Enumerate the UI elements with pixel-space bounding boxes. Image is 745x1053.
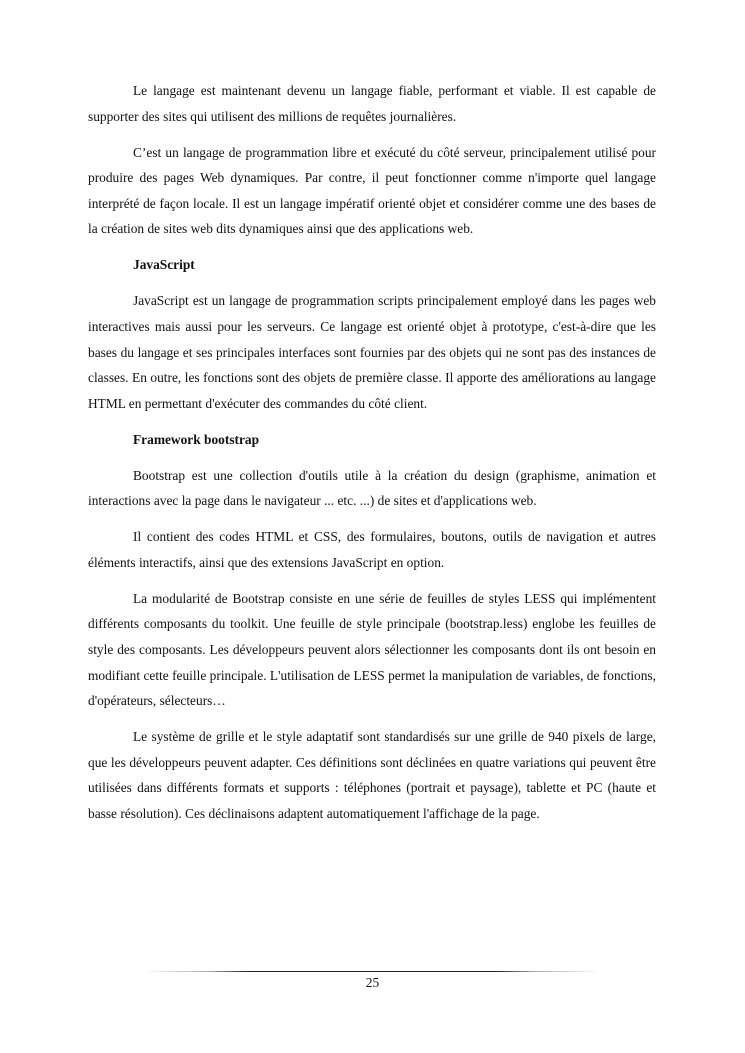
paragraph-php-reliability: Le langage est maintenant devenu un langage fiable, performant et viable. Il est capable de supporter des sites qui utilisent des millions de requêtes journalières. <box>88 83 656 124</box>
heading-framework-bootstrap: Framework bootstrap <box>133 431 260 447</box>
footer-divider <box>148 971 596 972</box>
paragraph-javascript-description: JavaScript est un langage de programmation scripts principalement employé dans les pages web interactives mais aussi pour les serveurs. Ce langage est orienté objet à prototype, c'est-à-dire que les bases du langage et ses principales interfaces sont fournies par des objets qui ne sont pas des instances de classes. En outre, les fonctions sont des objets de première classe. Il apporte des améliorations au langage HTML en permettant d'exécuter des commandes du côté client. <box>88 293 656 411</box>
page-body <box>88 78 656 837</box>
paragraph-bootstrap-intro: Bootstrap est une collection d'outils utile à la création du design (graphisme, animation et interactions avec la page dans le navigateur ... etc. ...) de sites et d'applications web. <box>88 467 656 509</box>
paragraph-bootstrap-contents: Il contient des codes HTML et CSS, des formulaires, boutons, outils de navigation et autres éléments interactifs, ainsi que des extensions JavaScript en option. <box>88 529 656 570</box>
heading-javascript: JavaScript <box>133 257 195 273</box>
paragraph-php-description: C’est un langage de programmation libre et exécuté du côté serveur, principalement utilisé pour produire des pages Web dynamiques. Par contre, il peut fonctionner comme n'importe quel langage interprété de façon locale. Il est un langage impératif orienté objet et considérer comme une des bases de la création de sites web dits dynamiques ainsi que des applications web. <box>88 144 656 237</box>
paragraph-bootstrap-grid: Le système de grille et le style adaptatif sont standardisés sur une grille de 940 pixels de large, que les développeurs peuvent adapter. Ces définitions sont déclinées en quatre variations qui peuvent être utilisées dans différents formats et supports : téléphones (portrait et paysage), tablette et PC (haute et basse résolution). Ces déclinaisons adaptent automatiquement l'affichage de la page. <box>88 729 656 821</box>
page-number: 25 <box>365 975 380 990</box>
paragraph-bootstrap-modularity: La modularité de Bootstrap consiste en une série de feuilles de styles LESS qui implémentent différents composants du toolkit. Une feuille de style principale (bootstrap.less) englobe les feuilles de style des composants. Les développeurs peuvent alors sélectionner les composants dont ils ont besoin en modifiant cette feuille principale. L'utilisation de LESS permet la manipulation de variables, de fonctions, d'opérateurs, sélecteurs… <box>88 590 656 709</box>
